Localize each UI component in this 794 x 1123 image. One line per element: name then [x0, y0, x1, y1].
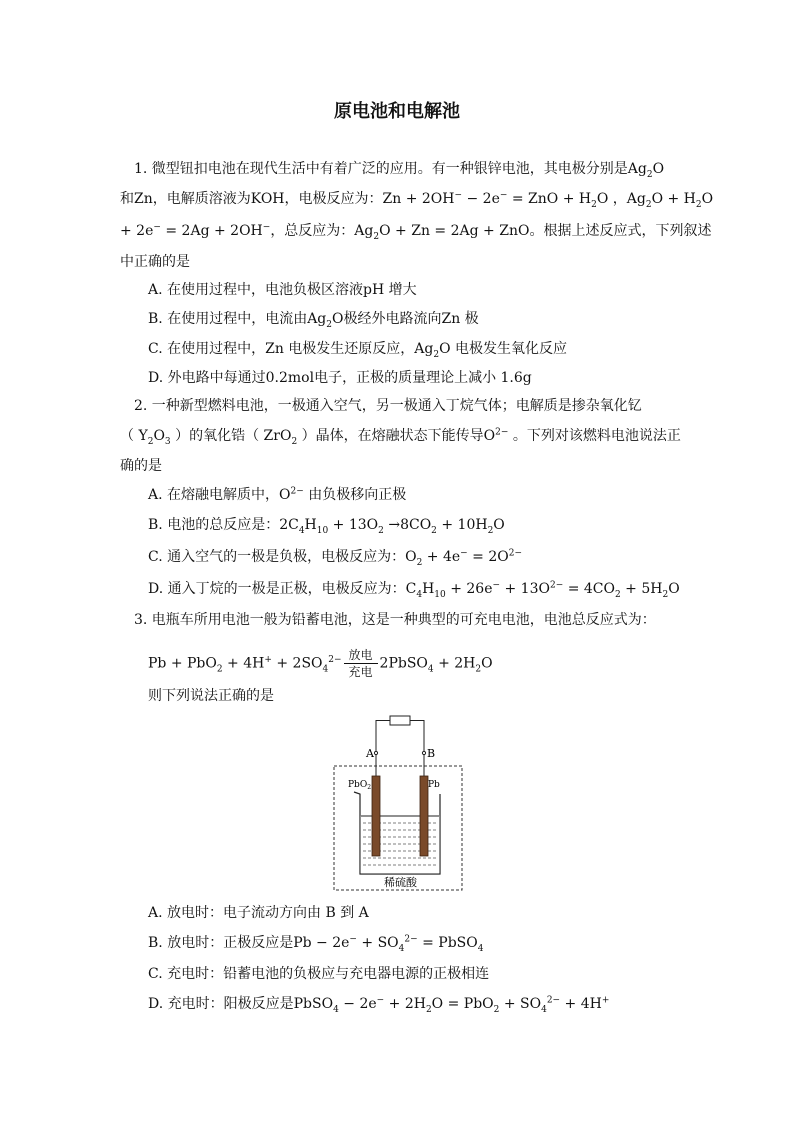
q3-line-3: 则下列说法正确的是 — [148, 688, 274, 704]
wire-right — [410, 721, 424, 753]
q1-option-d: D. 外电路中每通过0.2mol电子，正极的质量理论上减小 1.6g — [148, 370, 532, 386]
label-a: A — [366, 747, 374, 760]
q1-line-3: + 2e− = 2Ag + 2OH−，总反应为：$Ag_2O + Zn = 2Ag$ + ZnO。根据上述反应式，下列叙述 — [120, 222, 712, 242]
q2-option-a: A. 在熔融电解质中，$O^{2-}$ 由负极移向正极 — [148, 486, 407, 503]
electrode-pbo2 — [372, 776, 380, 856]
q2-option-d: D. 通入丁烷的一极是正极，电极反应为：$C_4H_{10} + 26e^- + 13O^{2-} = 4CO_2 + 5H_2O$ — [148, 580, 680, 600]
lead-acid-battery-figure — [330, 712, 470, 894]
q3-option-a: A. 放电时：电子流动方向由 B 到 A — [148, 905, 369, 921]
q2-option-c: C. 通入空气的一极是负极，电极反应为：$O_2 + 4e^- = 2O^{2-}$ — [148, 548, 522, 568]
q3-equation: $Pb + PbO_2 + 4H^+ + 2SO_4^{2-}$ 放电 充电2PbSO$_4$ + $2H_2O$ — [148, 648, 493, 679]
reaction-arrow: 放电 充电 — [344, 648, 378, 679]
page-title: 原电池和电解池 — [334, 101, 460, 122]
label-pbo2: PbO$_2$ — [348, 780, 372, 791]
q2-line-1: 2. 一种新型燃料电池，一极通入空气，另一极通入丁烷气体；电解质是掺杂氧化钇 — [134, 398, 642, 414]
wire-left — [376, 721, 390, 753]
q3-option-b: B. 放电时：正极反应是$Pb - 2e^- + SO_4^{2-}$ = PbSO$_4$ — [148, 934, 484, 954]
q2-line-2: （ $Y_2O_3$ ）的氧化锆（ ZrO$_2$ ）晶体，在熔融状态下能传导$O^{2-}$ 。下列对该燃料电池说法正 — [120, 427, 681, 447]
q3-option-c: C. 充电时：铅蓄电池的负极应与充电器电源的正极相连 — [148, 966, 490, 982]
q1-line-4: 中正确的是 — [120, 254, 190, 270]
label-b: B — [427, 747, 436, 760]
q2-line-3: 确的是 — [120, 458, 162, 474]
q3-line-1: 3. 电瓶车所用电池一般为铅蓄电池，这是一种典型的可充电电池，电池总反应式为： — [134, 612, 656, 628]
resistor — [390, 716, 410, 725]
label-dilute-sulfuric-acid: 稀硫酸 — [384, 876, 417, 889]
q3-option-d: D. 充电时：阳极反应是PbSO$_4$ − $2e^- + 2H_2O = PbO_2 + SO_4^{2-} + 4H^+$ — [148, 995, 610, 1015]
q1-option-b: B. 在使用过程中，电流由$Ag_2O$极经外电路流向Zn 极 — [148, 311, 479, 330]
q1-option-c: C. 在使用过程中，Zn 电极发生还原反应，$Ag_2O$ 电极发生氧化反应 — [148, 341, 568, 360]
q1-option-a: A. 在使用过程中，电池负极区溶液pH 增大 — [148, 282, 417, 298]
q1-line-1: 1. 微型钮扣电池在现代生活中有着广泛的应用。有一种银锌电池，其电极分别是$Ag_2O$ — [134, 161, 665, 180]
electrode-pb — [420, 776, 428, 856]
q2-option-b: B. 电池的总反应是：$2C_4H_{10} + 13O_2 \to 8CO_2 + 10H_2O$ — [148, 517, 505, 536]
label-pb: Pb — [428, 780, 440, 790]
q1-line-2: 和Zn，电解质溶液为KOH，电极反应为：Zn + 2OH− − 2e− = ZnO + $H_2O$ ，$Ag_2O + H_2O$ — [120, 190, 714, 210]
